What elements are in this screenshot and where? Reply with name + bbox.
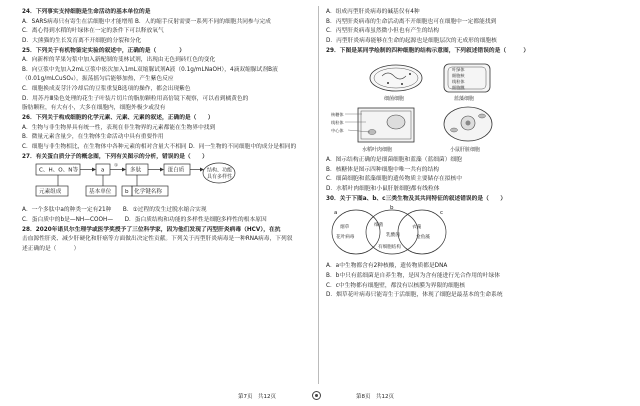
column-divider xyxy=(318,6,319,384)
q27-options-cd: C．蛋白质中的b是—NH—COOH— D．蛋白质结构和功能的多样性是细胞多样性的根本原因 xyxy=(22,216,267,223)
q25-stem: 25．下列关于有机物鉴定实验的叙述中，正确的是（ ） xyxy=(22,47,185,54)
q27-stem: 27．有关蛋白质分子的概念图，下列有关图示的分析，错误的是（ ） xyxy=(22,153,208,160)
q29-option-c: C．细菌细胞和蓝藻细胞的遗传物质主要储存在拟核中 xyxy=(326,176,462,183)
q25-option-b-cont: （0.01g/mLCuSO₄），振荡摇匀后能够加热，产生紫色反应 xyxy=(22,76,174,83)
page-footer xyxy=(0,392,640,402)
chlamydomonas-label: 衣藻 xyxy=(412,225,422,231)
node-a-text: a xyxy=(101,167,105,174)
lactobacillus-label: 乳酸菌 xyxy=(386,233,400,239)
diversity-text: 具有多样性 xyxy=(207,174,233,181)
q25-option-c: C．细胞换成麦芽汁冷却后的豆浆重复B选项的操作，都会出现紫色 xyxy=(22,86,191,93)
q26-option-a: A．生物与非生物界具有统一性，表现在非生物界的元素都能在生物界中找到 xyxy=(22,124,216,131)
q26-option-b: B．微量元素含量少，在生物体生命活动中具有重要作用 xyxy=(22,134,164,141)
element-composition-text: 元素组成 xyxy=(39,189,62,196)
q28-option-a: A．组成丙型肝炎病毒的碱基仅有4种 xyxy=(326,9,420,15)
circle-c-label: c xyxy=(440,210,444,217)
q29-cell-diagrams xyxy=(326,56,620,156)
q26-stem: 26．下列关于构成细胞的化学元素、元素、元素的叙述，正确的是（ ） xyxy=(22,115,214,122)
mitochondria-label-2: 线粒体 xyxy=(331,120,344,126)
q30-option-d: D．烟草花叶病毒只能寄生于活细胞，体现了细胞是最基本的生命系统 xyxy=(326,292,503,299)
mouse-liver-cell-figure xyxy=(444,107,492,153)
q28-stem: 28．2020年诺贝尔生理学或医学奖授予了三位科学家，因为他们发现了丙型肝炎病毒（HCV），在抗 xyxy=(22,226,281,233)
q24-stem: 24．下列事实支持细胞是生命活动的基本单位的是 xyxy=(22,9,151,15)
q24-options-ab: A．SARS病毒只有寄生在活细胞中才能增殖 B．人的缩手反射需要一系列不同的细胞共同参与完成 xyxy=(22,18,271,25)
q27-options-ab: A．一个多肽中a的种类一定有21种 B．①过程的发生过脱水缩合实现 xyxy=(22,207,207,214)
protein-text: 蛋白质 xyxy=(167,167,185,174)
chloroplast-label: 叶绿体 xyxy=(452,67,465,73)
mouse-liver-caption: 小鼠肝脏细胞 xyxy=(450,147,481,154)
q26-option-c: C．细胞与非生物相比，在生物体中各种元素的相对含量大不相同 xyxy=(22,143,187,150)
circle-b-label: b xyxy=(390,205,394,212)
left-column xyxy=(22,8,310,254)
q25-option-d: D．用苏丹Ⅲ染色处理的花生子叶装片切片的脂肪颗粒用高倍镜下观察，可以看到橘黄色的 xyxy=(22,95,249,102)
nucleus-label: 细胞核 xyxy=(452,73,465,79)
q30-venn-diagram xyxy=(326,204,620,262)
q30-stem: 30．关于下图a、b、c三类生物及其共同特征的叙述错误的是（ ） xyxy=(326,195,507,202)
tobacco-label: 烟草 xyxy=(340,225,350,231)
q25-option-d-cont: 脂肪颗粒，有大有小，大多在细胞内，细胞外极少或没有 xyxy=(22,105,166,112)
centrosome-label: 中心体 xyxy=(331,128,344,134)
q26-option-d: D．同一生物的不同细胞中的成分是相同的 xyxy=(188,143,297,150)
page-number-left: 第7页 共12页 xyxy=(238,394,276,400)
q28-stem-cont: 击血源性肝炎、减少肝硬化和肝癌等方面做出决定性贡献。下列关于丙型肝炎病毒是一种RNA病毒，下列叙 xyxy=(22,236,293,243)
q26-option-cd xyxy=(22,143,310,151)
q29-stem: 29．下图是某同学绘制的四种细胞的结构示意图，下列叙述错误的是（ ） xyxy=(326,47,530,54)
structure-function-text: 结构、功能 xyxy=(207,167,233,174)
right-column xyxy=(326,8,620,301)
bacteria-caption: 细菌细胞 xyxy=(384,96,405,103)
polypeptide-text: 多肽 xyxy=(130,167,142,174)
circle-c xyxy=(398,210,446,254)
membrane-label: 细胞膜 xyxy=(452,85,465,91)
mitochondria-label: 线粒体 xyxy=(452,79,465,85)
q29-option-d: D．水稻叶肉细胞和小鼠肝脏细胞都有线粒体 xyxy=(326,186,440,193)
circle-a xyxy=(332,210,380,254)
q30-option-b: B．b中只有蓝细菌是自养生物，是因为含有能进行光合作用的叶绿体 xyxy=(326,273,500,280)
center-mark-icon xyxy=(312,391,321,400)
q29-option-a: A．图示结构正确的是细菌细胞和蓝藻（蓝细菌）细胞 xyxy=(326,157,462,164)
q29-option-b: B．核糖体是图示四种细胞中唯一共有的结构 xyxy=(326,166,439,173)
cell-structure-label: 有细胞结构 xyxy=(378,245,401,251)
q25-option-a: A．向新榨的苹果匀浆中加入新配制的斐林试剂，出现由无色到砖红色的变化 xyxy=(22,57,216,64)
bacteria-cell-figure xyxy=(370,65,422,102)
mosaic-virus-label: 花叶病毒 xyxy=(336,235,355,241)
q25-option-b: B．向豆浆中先加入2mL豆浆中依次加入1mL双缩脲试剂A液（0.1g/mLNaOH），4滴双缩脲试剂B液 xyxy=(22,66,278,73)
rice-leaf-caption: 水稻叶肉细胞 xyxy=(362,147,393,154)
rice-leaf-cell-figure xyxy=(331,108,414,153)
cyanobacteria-cell-figure xyxy=(444,64,490,102)
q28-option-c: C．丙型肝炎病毒虽然微小但也有产生的结构 xyxy=(326,28,440,35)
process-1-label: ① xyxy=(114,163,119,169)
q28-option-d: D．丙型肝炎病毒能够在生命的起源也是细胞层次的无成形的细胞核 xyxy=(326,37,497,44)
q27-concept-diagram xyxy=(22,162,310,206)
q28-option-b: B．丙型肝炎病毒的生命活动离不开细胞也可在细胞中一定都能找到 xyxy=(326,18,497,25)
circle-a-label: a xyxy=(334,210,338,217)
cyanobacteria-caption: 蓝藻细胞 xyxy=(454,96,475,103)
q24-option-c: C．离心得到水稻的叶绿体在一定的条件下可以释放氧气 xyxy=(22,28,164,35)
q24-option-d: D．大熊猫的生长发育离不开细胞的分裂和分化 xyxy=(22,37,142,44)
node-b-text: b xyxy=(125,189,129,196)
bacteria-label: 细菌 xyxy=(374,223,384,229)
q30-option-c: C．c中生物都有细胞壁，都没有以核膜为界限的细胞核 xyxy=(326,282,466,289)
q28-stem-end: 述正确的是（ ） xyxy=(22,245,80,252)
hornwort-label: 金鱼藻 xyxy=(416,235,430,241)
q30-option-a: A．a中生物都含有2种核酸，遗传物质都是DNA xyxy=(326,263,448,270)
bond-name-text: 化学键名称 xyxy=(134,189,162,196)
basic-unit-text: 基本单位 xyxy=(89,189,112,196)
page-number-right: 第8页 共12页 xyxy=(356,394,394,400)
ribosome-label: 核糖体 xyxy=(331,112,344,118)
elements-text: C、H、O、N等 xyxy=(39,167,79,174)
